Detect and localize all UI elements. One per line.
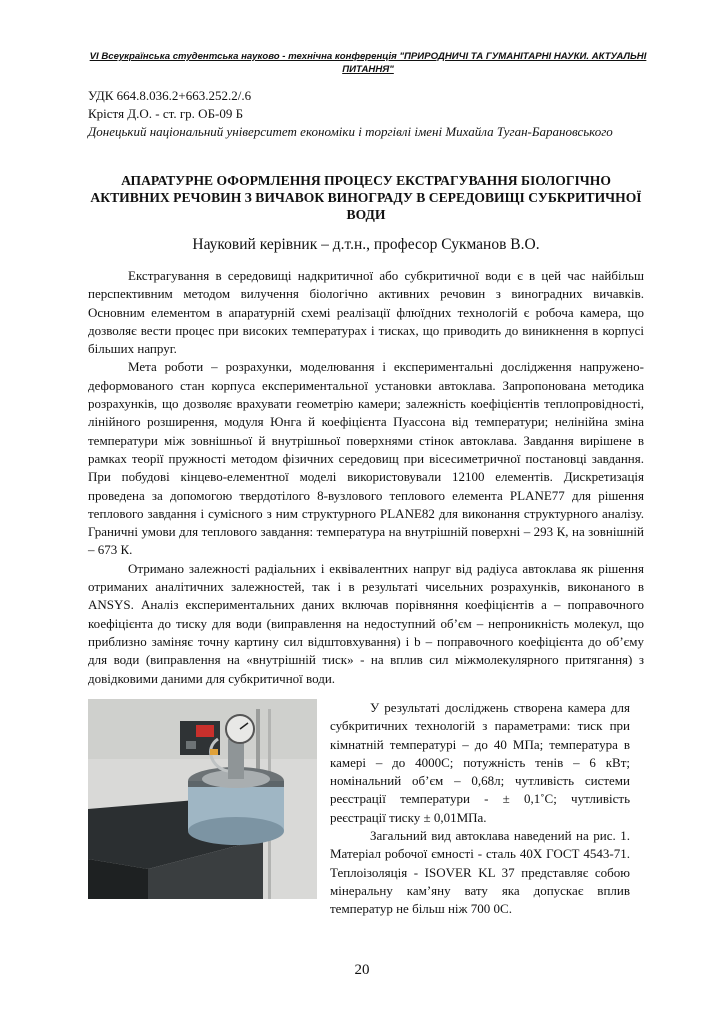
side-text xyxy=(330,699,630,919)
article-title: АПАРАТУРНЕ ОФОРМЛЕННЯ ПРОЦЕСУ ЕКСТРАГУВАННЯ БІОЛОГІЧНО АКТИВНИХ РЕЧОВИН З ВИЧАВОК ВИНОГРАДУ В СЕРЕДОВИЩІ СУБКРИТИЧНОЇ ВОДИ xyxy=(90,173,642,222)
paragraph: Отримано залежності радіальних і еквівалентних напруг від радіуса автоклава як рішення отриманих аналітичних залежностей, так і в результаті чисельних розрахунків, виконаного в ANSYS. Аналіз експериментальних даних включав порівняння коефіцієнтів а – поправочного коефіцієнта до тиску для води (виправлення на недоступний об’єм – непроникність молекул, що приблизно заміняє точну картину сил відштовхування) і b – поправочного коефіцієнта до об’єму для води (виправлення на «внутрішній тиск» - на вплив сил міжмолекулярного притягання) з довідковими даними для субкритичної води. xyxy=(88,560,644,686)
article-body xyxy=(88,267,644,688)
autoclave-illustration xyxy=(88,699,317,899)
paragraph: У результаті досліджень створена камера для субкритичних технологій з параметрами: тиск при кімнатній температурі – до 40 МПа; температура в камері – до 4000С; потужність тенів – 6 кВт; номінальний об’єм – 0,68л; чутливість системи реєстрації температури - ± 0,1˚С; чутливість реєстрації тиску ± 0,01МПа. xyxy=(330,700,630,825)
autoclave-photo xyxy=(88,699,317,899)
udc-code: УДК 664.8.036.2+663.252.2/.6 xyxy=(88,88,252,103)
page-number: 20 xyxy=(354,962,370,978)
paragraph: Загальний вид автоклава наведений на рис. 1. Матеріал робочої ємності - сталь 40Х ГОСТ 4543-71. Теплоізоляція - ISOVER KL 37 представляє собою мінеральну кам’яну вату яка допускає вплив температур не більш ніж 700 0С. xyxy=(330,828,630,917)
paragraph: Мета роботи – розрахунки, моделювання і експериментальні дослідження напружено-деформованого стан корпуса експериментальної установки автоклава. Запропонована методика розрахунків, що дозволяє врахувати геометрію камери; залежність коефіцієнтів теплопровідності, лінійного розширення, модуля Юнга й коефіцієнта Пуассона від температури; нелінійна зміна температури між зовнішньої й внутрішньої поверхнями стінок автоклава. Завдання вирішене в рамках теорії пружності методом фізичних середовищ при вісесиметричної постановці завдання. При побудові кінцево-елементної моделі використовували 12100 елементів. Дискретизація проведена за допомогою твердотілого 8-вузлового теплового елемента PLANE77 для рішення теплового завдання і сумісного з ним структурного PLANE82 для виконання структурного аналізу. Граничні умови для теплового завдання: температура на внутрішній поверхні – 293 К, на зовнішній – 673 К. xyxy=(88,359,644,558)
article-meta xyxy=(88,87,644,141)
author-line: Крістя Д.О. - ст. гр. ОБ-09 Б xyxy=(88,106,244,121)
conference-header: VI Всеукраїнська студентська науково - технічна конференція "ПРИРОДНИЧІ ТА ГУМАНІТАРНІ НАУКИ. АКТУАЛЬНІ ПИТАННЯ" xyxy=(89,51,647,75)
paragraph: Екстрагування в середовищі надкритичної або субкритичної води є в цей час найбільш перспективним методом вилучення біологічно активних речовин з виноградних вичавків. Основним елементом в апаратурній схемі реалізації флюїдних технологій є робоча камера, що дозволяє вести процес при високих температурах і тисках, що приводить до виникнення в корпусі більших напруг. xyxy=(88,268,644,357)
affiliation: Донецький національний університет економіки і торгівлі імені Михайла Туган-Барановського xyxy=(88,124,613,139)
supervisor-line: Науковий керівник – д.т.н., професор Сукманов В.О. xyxy=(192,236,540,253)
